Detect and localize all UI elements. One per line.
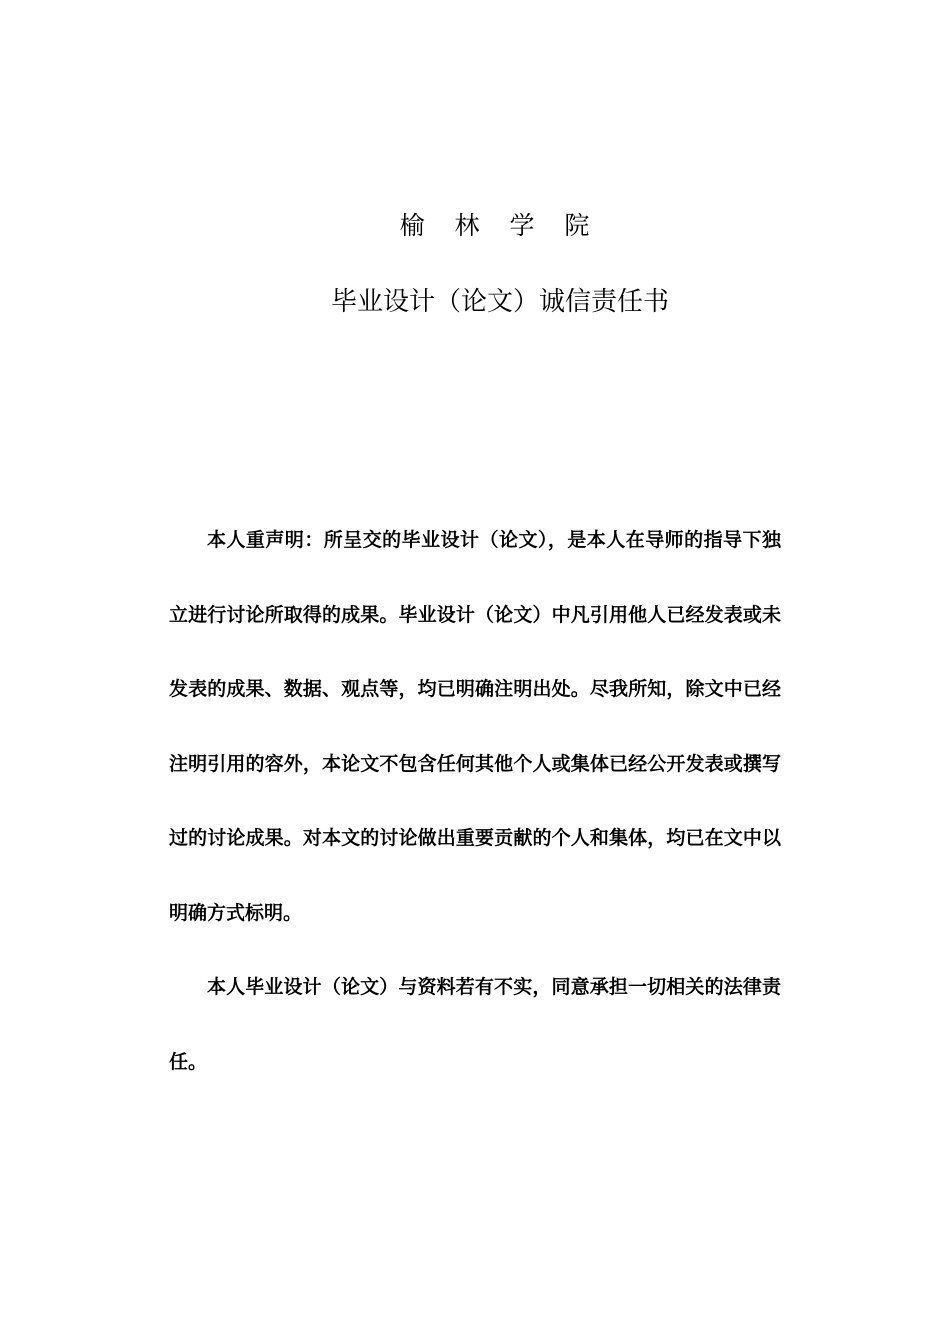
declaration-body	[169, 503, 781, 1099]
document-title: 毕业设计（论文）诚信责任书	[330, 287, 669, 317]
school-name: 榆 林 学 院	[399, 211, 601, 240]
declaration-paragraph: 本人重声明：所呈交的毕业设计（论文），是本人在导师的指导下独立进行讨论所取得的成果。毕业设计（论文）中凡引用他人已经发表或未发表的成果、数据、观点等，均已明确注明出处。尽我所知，除文中已经注明引用的容外，本论文不包含任何其他个人或集体已经公开发表或撰写过的讨论成果。对本文的讨论做出重要贡献的个人和集体，均已在文中以明确方式标明。	[169, 529, 781, 924]
liability-paragraph: 本人毕业设计（论文）与资料若有不实，同意承担一切相关的法律责任。	[169, 976, 781, 1073]
